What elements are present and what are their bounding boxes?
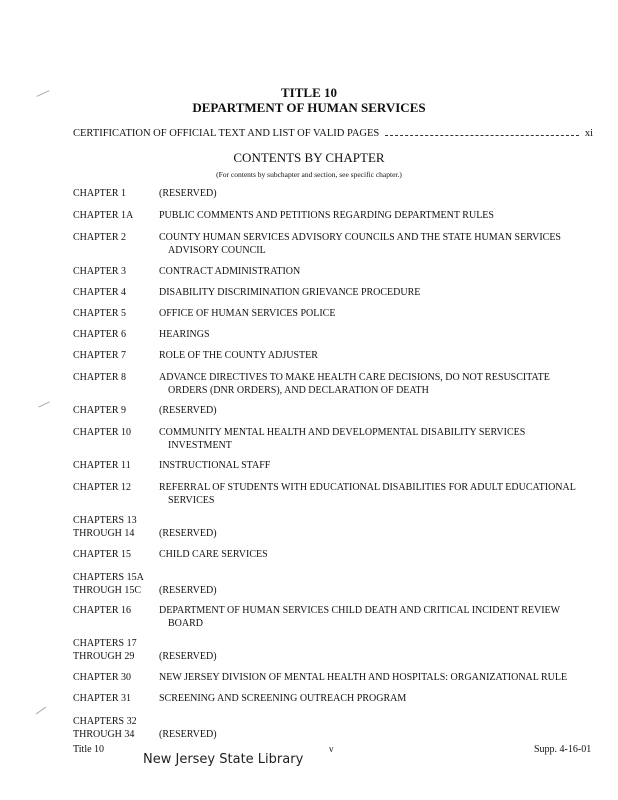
chapter-number: CHAPTER 9	[73, 405, 127, 416]
footer-supplement-date: Supp. 4-16-01	[534, 744, 592, 755]
certification-page: xi	[584, 128, 593, 139]
chapter-row	[73, 286, 603, 299]
chapter-title: OFFICE OF HUMAN SERVICES POLICE	[159, 308, 336, 319]
chapter-number: CHAPTER 31	[73, 693, 132, 704]
chapter-title: PUBLIC COMMENTS AND PETITIONS REGARDING DEPARTMENT RULES	[159, 210, 494, 221]
dot-leader	[385, 134, 579, 136]
chapter-title: (RESERVED)	[159, 528, 217, 539]
chapter-number: CHAPTERS 32 THROUGH 34	[73, 716, 137, 740]
chapter-number: CHAPTER 4	[73, 287, 127, 298]
chapter-title: SCREENING AND SCREENING OUTREACH PROGRAM	[159, 693, 407, 704]
chapter-title: CHILD CARE SERVICES	[159, 549, 268, 560]
chapter-row	[73, 715, 603, 741]
contents-heading: CONTENTS BY CHAPTER	[233, 150, 385, 165]
chapter-title: CONTRACT ADMINISTRATION	[159, 266, 301, 277]
chapter-row	[73, 349, 603, 362]
chapter-number: CHAPTER 8	[73, 372, 127, 383]
chapter-number: CHAPTERS 15A THROUGH 15C	[73, 572, 144, 596]
chapter-number: CHAPTER 16	[73, 605, 132, 616]
chapter-number: CHAPTER 1	[73, 188, 127, 199]
chapter-title: (RESERVED)	[159, 188, 217, 199]
chapter-row	[73, 692, 603, 705]
chapter-row	[73, 637, 603, 663]
chapter-number: CHAPTER 30	[73, 672, 132, 683]
chapter-row	[73, 426, 603, 452]
chapter-row	[73, 571, 603, 597]
chapter-row	[73, 209, 603, 222]
chapter-number: CHAPTER 15	[73, 549, 132, 560]
chapter-row	[73, 404, 603, 417]
chapter-title: DISABILITY DISCRIMINATION GRIEVANCE PROCEDURE	[159, 287, 421, 298]
chapter-number: CHAPTER 3	[73, 266, 127, 277]
footer-page-number: v	[329, 744, 334, 754]
chapter-number: CHAPTER 5	[73, 308, 127, 319]
chapter-row	[73, 371, 603, 397]
chapter-number: CHAPTERS 17 THROUGH 29	[73, 638, 137, 662]
chapter-row	[73, 459, 603, 472]
chapter-row	[73, 265, 603, 278]
chapter-row	[73, 671, 603, 684]
chapter-row	[73, 481, 603, 507]
chapter-number: CHAPTER 7	[73, 350, 127, 361]
chapter-title: (RESERVED)	[159, 585, 217, 596]
chapter-number: CHAPTER 10	[73, 427, 132, 438]
chapter-number: CHAPTER 11	[73, 460, 131, 471]
certification-text: CERTIFICATION OF OFFICIAL TEXT AND LIST OF VALID PAGES	[73, 128, 380, 139]
chapter-title: COMMUNITY MENTAL HEALTH AND DEVELOPMENTAL DISABILITY SERVICES INVESTMENT	[159, 427, 526, 451]
footer-title: Title 10	[73, 744, 105, 755]
department-title: DEPARTMENT OF HUMAN SERVICES	[192, 100, 426, 115]
chapter-number: CHAPTER 2	[73, 232, 127, 243]
chapter-row	[73, 231, 603, 257]
chapter-title: (RESERVED)	[159, 405, 217, 416]
chapter-number: CHAPTER 1A	[73, 210, 134, 221]
scan-mark	[38, 402, 49, 408]
chapter-title: (RESERVED)	[159, 729, 217, 740]
chapter-title: NEW JERSEY DIVISION OF MENTAL HEALTH AND HOSPITALS: ORGANIZATIONAL RULE	[159, 672, 568, 683]
chapter-title: HEARINGS	[159, 329, 210, 340]
chapter-number: CHAPTER 12	[73, 482, 132, 493]
chapter-number: CHAPTERS 13 THROUGH 14	[73, 515, 137, 539]
chapter-title: REFERRAL OF STUDENTS WITH EDUCATIONAL DISABILITIES FOR ADULT EDUCATIONAL SERVICES	[159, 482, 576, 506]
chapter-row	[73, 328, 603, 341]
chapter-title: ROLE OF THE COUNTY ADJUSTER	[159, 350, 318, 361]
chapter-title: ADVANCE DIRECTIVES TO MAKE HEALTH CARE DECISIONS, DO NOT RESUSCITATE ORDERS (DNR ORDERS), AND DECLARATION OF DEATH	[159, 372, 550, 396]
chapter-title: COUNTY HUMAN SERVICES ADVISORY COUNCILS AND THE STATE HUMAN SERVICES ADVISORY COUNCIL	[159, 232, 561, 256]
chapter-title: DEPARTMENT OF HUMAN SERVICES CHILD DEATH AND CRITICAL INCIDENT REVIEW BOARD	[159, 605, 561, 629]
chapter-row	[73, 604, 603, 630]
scan-mark	[36, 707, 46, 715]
chapter-row	[73, 548, 603, 561]
chapter-row	[73, 307, 603, 320]
chapter-row	[73, 514, 603, 540]
chapter-number: CHAPTER 6	[73, 329, 127, 340]
library-stamp: New Jersey State Library	[143, 752, 304, 767]
chapter-row	[73, 187, 603, 200]
chapter-title: (RESERVED)	[159, 651, 217, 662]
certification-line	[73, 128, 593, 139]
contents-note: (For contents by subchapter and section, see specific chapter.)	[216, 170, 402, 179]
chapter-title: INSTRUCTIONAL STAFF	[159, 460, 271, 471]
title-number: TITLE 10	[281, 85, 337, 100]
